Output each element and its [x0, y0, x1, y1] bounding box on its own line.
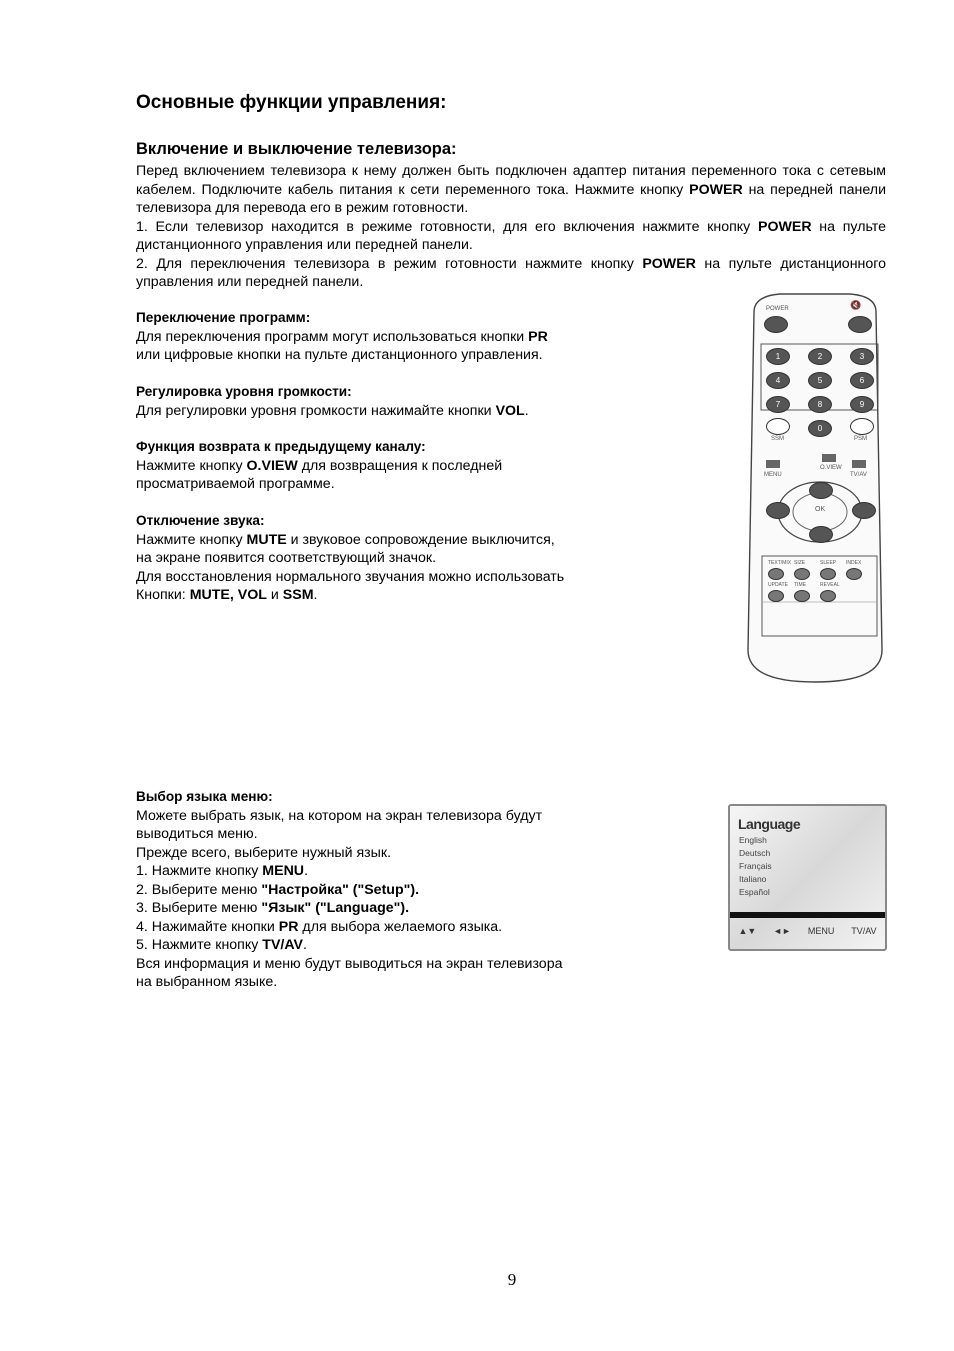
mute-line-3: Для восстановления нормального звучания можно использовать	[136, 568, 565, 585]
remote-function-button[interactable]	[846, 568, 862, 580]
oview-section	[136, 438, 696, 494]
remote-function-button[interactable]	[820, 568, 836, 580]
mute-line-4: Кнопки: MUTE, VOL и SSM.	[136, 587, 318, 603]
program-line-2: или цифровые кнопки на пульте дистанционного управления.	[136, 347, 543, 363]
power-item-2: 2. Для переключения телевизора в режим готовности нажмите кнопку POWER на пульте дистанционного управления или передней панели.	[136, 255, 887, 290]
mute-section	[136, 512, 696, 605]
remote-digit-button[interactable]: 2	[808, 348, 832, 365]
remote-function-button[interactable]	[794, 590, 810, 602]
remote-function-label: SIZE	[794, 560, 806, 566]
power-item-1: 1. Если телевизор находится в режиме готовности, для его включения нажмите кнопку POWER на пульте дистанционного управления или передней панели.	[136, 218, 886, 253]
osd-footer-item: ◄►	[773, 926, 791, 936]
mute-line-2: на экране появится соответствующий значок.	[136, 550, 437, 566]
osd-language-item: English	[739, 835, 767, 845]
osd-language-item: Français	[739, 861, 772, 871]
remote-oview-button[interactable]	[822, 454, 836, 462]
mute-section-title: Отключение звука:	[136, 513, 265, 528]
language-line-5: на выбранном языке.	[136, 974, 278, 990]
remote-function-button[interactable]	[794, 568, 810, 580]
remote-function-label: SLEEP	[820, 560, 837, 566]
remote-digit-button[interactable]: 6	[850, 372, 874, 389]
remote-ssm-label: SSM	[771, 436, 785, 442]
oview-line-2: просматриваемой программе.	[136, 476, 335, 492]
osd-footer-item: TV/AV	[851, 926, 877, 936]
language-osd-screenshot	[728, 804, 887, 951]
language-line-4: Вся информация и меню будут выводиться на экран телевизора	[136, 955, 563, 972]
remote-digit-button[interactable]: 3	[850, 348, 874, 365]
remote-function-label: UPDATE	[768, 582, 788, 588]
remote-control-illustration	[740, 290, 890, 690]
program-section	[136, 309, 696, 365]
speaker-mute-icon: 🔇	[850, 300, 862, 310]
remote-tvav-label: TV/AV	[850, 472, 867, 478]
remote-power-button[interactable]	[764, 316, 788, 333]
language-step-2: 2. Выберите меню "Настройка" ("Setup").	[136, 881, 420, 898]
language-line-1: Можете выбрать язык, на котором на экран телевизора будут	[136, 807, 543, 824]
remote-psm-label: PSM	[854, 436, 868, 442]
power-section-heading: Включение и выключение телевизора:	[136, 140, 457, 158]
osd-language-item: Italiano	[739, 874, 767, 884]
remote-ok-label: OK	[815, 506, 826, 513]
remote-function-button[interactable]	[820, 590, 836, 602]
language-line-2: выводиться меню.	[136, 826, 258, 842]
remote-down-button[interactable]	[809, 526, 833, 543]
remote-digit-button[interactable]: 4	[766, 372, 790, 389]
remote-function-label: INDEX	[846, 560, 862, 566]
program-line-1: Для переключения программ могут использоваться кнопки PR	[136, 328, 548, 345]
remote-menu-label: MENU	[764, 472, 782, 478]
volume-line-1: Для регулировки уровня громкости нажимайте кнопки VOL.	[136, 402, 529, 419]
osd-language-item: Deutsch	[739, 848, 771, 858]
power-section-body	[136, 162, 886, 292]
remote-digit-button[interactable]: 8	[808, 396, 832, 413]
remote-mute-button[interactable]	[848, 316, 872, 333]
remote-function-button[interactable]	[768, 590, 784, 602]
power-intro: Перед включением телевизора к нему должен быть подключен адаптер питания переменного тока с сетевым кабелем. Подключите кабель питания к сети переменного тока. Нажмите кнопку POWER на передней панели телевизора для перевода его в режим готовности.	[136, 163, 886, 216]
volume-section	[136, 383, 696, 420]
osd-footer-item: MENU	[807, 926, 835, 936]
remote-ssm-button[interactable]	[766, 418, 790, 435]
language-line-3: Прежде всего, выберите нужный язык.	[136, 844, 392, 861]
language-step-4: 4. Нажимайте кнопки PR для выбора желаемого языка.	[136, 918, 503, 935]
remote-digit-button[interactable]: 7	[766, 396, 790, 413]
remote-tvav-button[interactable]	[852, 460, 866, 468]
remote-function-label: REVEAL	[820, 582, 840, 588]
remote-up-button[interactable]	[809, 482, 833, 499]
language-section-title: Выбор языка меню:	[136, 789, 273, 804]
language-step-1: 1. Нажмите кнопку MENU.	[136, 863, 309, 879]
language-section	[136, 788, 696, 992]
osd-footer-item: ▲▼	[738, 926, 757, 936]
osd-language-list	[739, 834, 772, 899]
remote-menu-button[interactable]	[766, 460, 780, 468]
remote-left-button[interactable]	[766, 502, 790, 519]
osd-title: Language	[738, 816, 801, 832]
page-number: 9	[507, 1270, 517, 1289]
remote-function-button[interactable]	[768, 568, 784, 580]
volume-section-title: Регулировка уровня громкости:	[136, 384, 352, 399]
remote-digit-button[interactable]: 0	[808, 420, 832, 437]
language-step-3: 3. Выберите меню "Язык" ("Language").	[136, 900, 410, 916]
osd-divider	[730, 912, 885, 918]
remote-right-button[interactable]	[852, 502, 876, 519]
osd-footer	[730, 926, 885, 936]
remote-digit-button[interactable]: 1	[766, 348, 790, 365]
osd-language-item: Español	[739, 887, 770, 897]
remote-oview-label: O.VIEW	[820, 465, 842, 471]
remote-function-label: TEXT/MIX	[768, 560, 792, 566]
remote-digit-button[interactable]: 5	[808, 372, 832, 389]
remote-power-label: POWER	[766, 306, 789, 312]
remote-function-label: TIME	[794, 582, 806, 588]
remote-psm-button[interactable]	[850, 418, 874, 435]
mute-line-1: Нажмите кнопку MUTE и звуковое сопровождение выключится,	[136, 531, 555, 548]
page-title: Основные функции управления:	[136, 92, 447, 113]
oview-section-title: Функция возврата к предыдущему каналу:	[136, 439, 426, 454]
remote-digit-button[interactable]: 9	[850, 396, 874, 413]
oview-line-1: Нажмите кнопку O.VIEW для возвращения к последней	[136, 457, 503, 474]
program-section-title: Переключение программ:	[136, 310, 311, 325]
language-step-5: 5. Нажмите кнопку TV/AV.	[136, 937, 307, 953]
